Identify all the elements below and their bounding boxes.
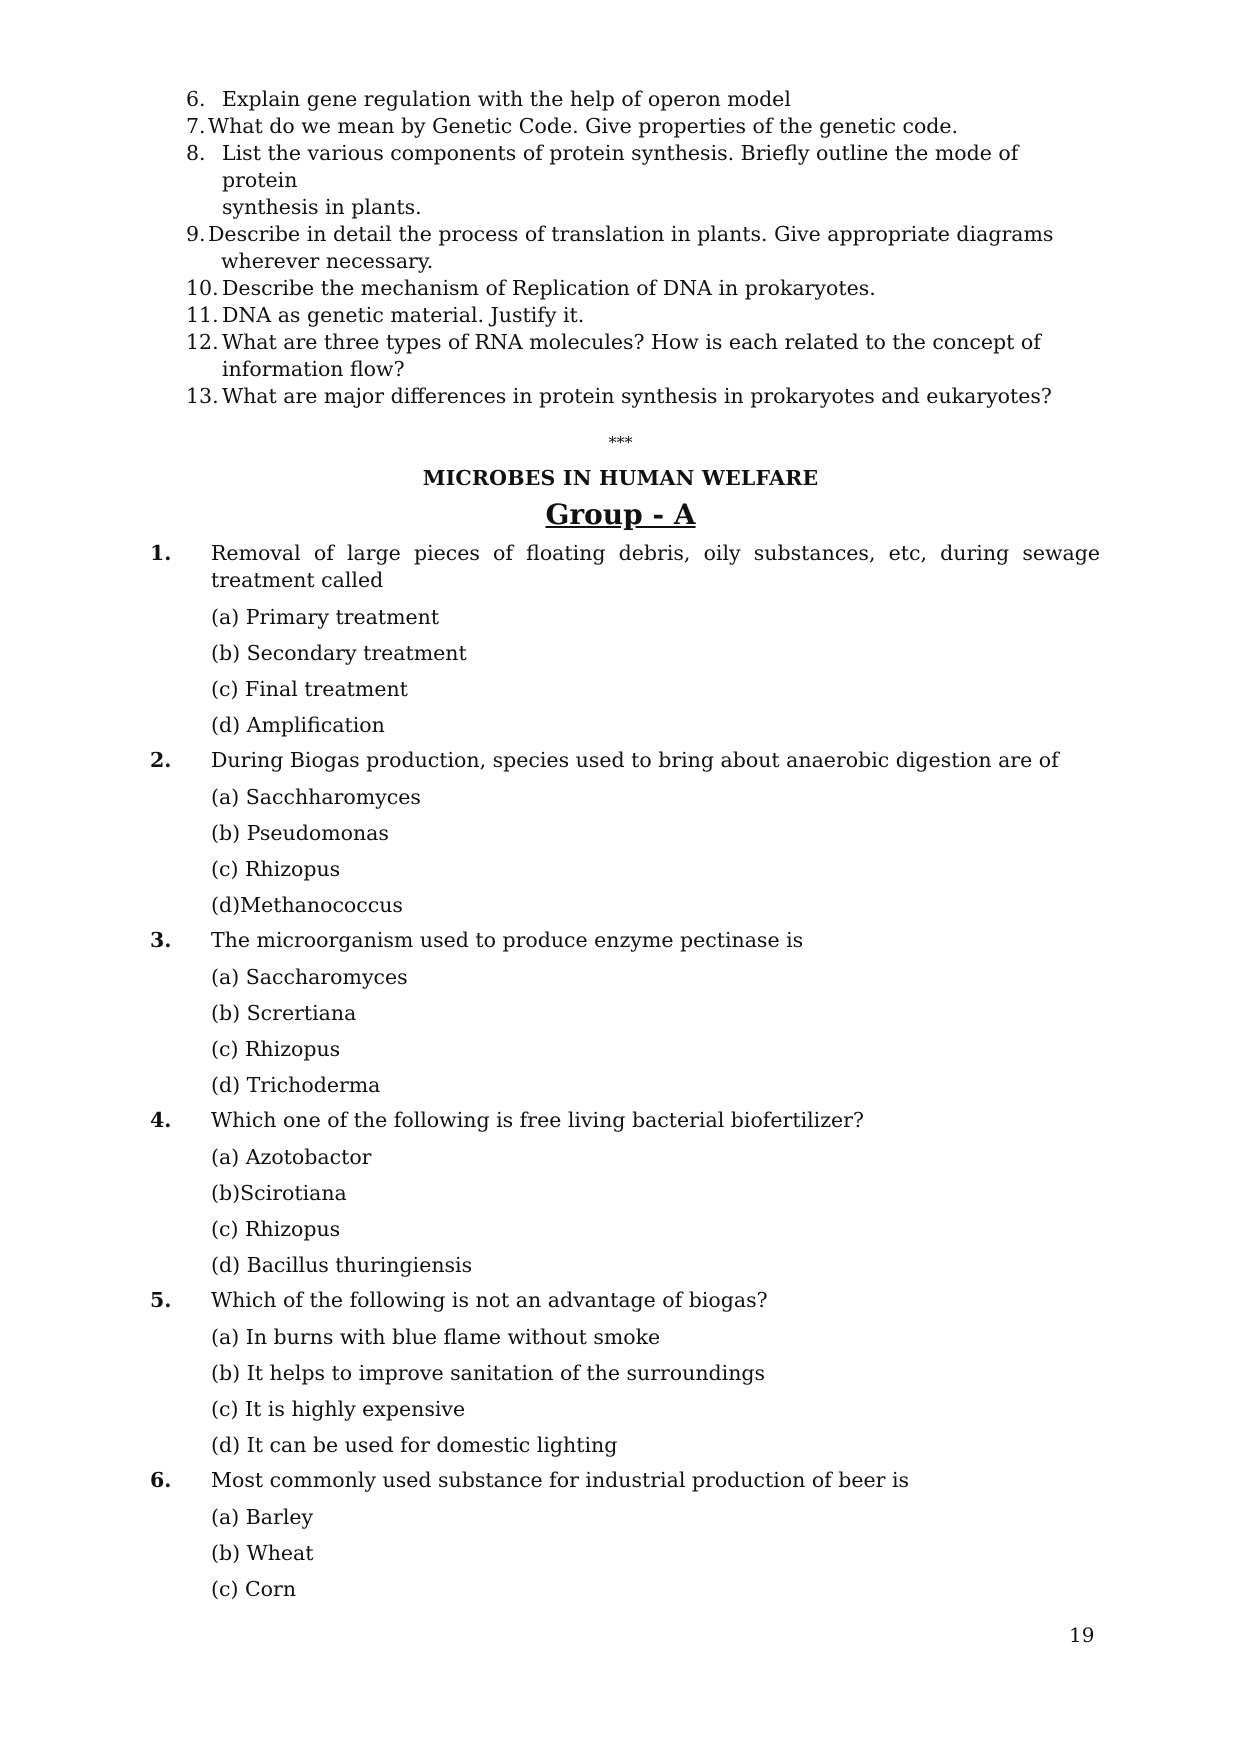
question-text: Which one of the following is free living bacterial biofertilizer? xyxy=(211,1108,864,1132)
option-a: (a) Barley xyxy=(211,1505,314,1529)
question-text: During Biogas production, species used to bring about anaerobic digestion are of xyxy=(211,748,1059,772)
group-title: Group - A xyxy=(545,498,696,531)
option-c: (c) It is highly expensive xyxy=(211,1397,466,1421)
question-number: 13. xyxy=(186,384,219,408)
mcq-item xyxy=(150,1467,1100,1603)
option-a: (a) In burns with blue flame without smoke xyxy=(211,1325,661,1349)
question-text: Describe in detail the process of translation in plants. Give appropriate diagrams xyxy=(208,222,1054,246)
option-b: (b) It helps to improve sanitation of the surroundings xyxy=(211,1361,766,1385)
option-a: (a) Saccharomyces xyxy=(211,965,408,989)
option-c: (c) Final treatment xyxy=(211,677,408,701)
question-number: 1. xyxy=(150,541,172,565)
question-text: Removal of large pieces of floating debris, oily substances, etc, during sewage treatment called xyxy=(211,541,1100,592)
option-c: (c) Rhizopus xyxy=(211,857,341,881)
question-text-continued: synthesis in plants. xyxy=(222,195,422,219)
option-d: (d) Amplification xyxy=(211,713,385,737)
list-item xyxy=(186,302,1086,329)
option-d: (d) Trichoderma xyxy=(211,1073,381,1097)
option-c: (c) Rhizopus xyxy=(211,1037,341,1061)
list-item xyxy=(186,140,1086,221)
option-c: (c) Corn xyxy=(211,1577,297,1601)
mcq-item xyxy=(150,1107,1100,1279)
mcq-item xyxy=(150,1287,1100,1459)
question-number: 2. xyxy=(150,748,172,772)
question-text-continued: wherever necessary. xyxy=(221,249,434,273)
option-c: (c) Rhizopus xyxy=(211,1217,341,1241)
page-number: 19 xyxy=(1069,1623,1095,1647)
question-number: 6. xyxy=(150,1468,172,1492)
question-text: List the various components of protein synthesis. Briefly outline the mode of protein xyxy=(222,141,1019,192)
list-item xyxy=(186,113,1086,140)
mcq-item xyxy=(150,927,1100,1099)
option-d: (d) Bacillus thuringiensis xyxy=(211,1253,473,1277)
question-text: DNA as genetic material. Justify it. xyxy=(222,303,585,327)
question-number: 9. xyxy=(186,222,206,246)
question-text: The microorganism used to produce enzyme pectinase is xyxy=(211,928,804,952)
question-text: Most commonly used substance for industrial production of beer is xyxy=(211,1468,910,1492)
question-number: 10. xyxy=(186,276,219,300)
question-text: Describe the mechanism of Replication of DNA in prokaryotes. xyxy=(222,276,876,300)
list-item xyxy=(186,221,1086,275)
option-b: (b) Pseudomonas xyxy=(211,821,389,845)
option-b: (b)Scirotiana xyxy=(211,1181,347,1205)
option-b: (b) Secondary treatment xyxy=(211,641,467,665)
option-a: (a) Azotobactor xyxy=(211,1145,372,1169)
section-separator: *** xyxy=(608,433,633,452)
question-number: 8. xyxy=(186,141,206,165)
question-text: What are major differences in protein synthesis in prokaryotes and eukaryotes? xyxy=(222,384,1052,408)
previous-questions-list xyxy=(186,86,1086,410)
question-text: What are three types of RNA molecules? How is each related to the concept of xyxy=(222,330,1041,354)
option-d: (d) It can be used for domestic lighting xyxy=(211,1433,618,1457)
question-number: 12. xyxy=(186,330,219,354)
option-a: (a) Primary treatment xyxy=(211,605,440,629)
list-item xyxy=(186,275,1086,302)
question-number: 4. xyxy=(150,1108,172,1132)
question-number: 7. xyxy=(186,114,206,138)
list-item xyxy=(186,383,1086,410)
question-text: What do we mean by Genetic Code. Give properties of the genetic code. xyxy=(208,114,959,138)
section-title: MICROBES IN HUMAN WELFARE xyxy=(422,466,819,490)
question-text-continued: information flow? xyxy=(222,357,405,381)
question-number: 5. xyxy=(150,1288,172,1312)
question-number: 6. xyxy=(186,87,206,111)
question-text: Explain gene regulation with the help of operon model xyxy=(222,87,791,111)
option-d: (d)Methanococcus xyxy=(211,893,403,917)
option-a: (a) Sacchharomyces xyxy=(211,785,421,809)
list-item xyxy=(186,86,1086,113)
question-text: Which of the following is not an advantage of biogas? xyxy=(211,1288,768,1312)
list-item xyxy=(186,329,1086,383)
option-b: (b) Scrertiana xyxy=(211,1001,357,1025)
question-number: 3. xyxy=(150,928,172,952)
mcq-list xyxy=(150,540,1100,1611)
option-b: (b) Wheat xyxy=(211,1541,314,1565)
mcq-item xyxy=(150,540,1100,739)
question-number: 11. xyxy=(186,303,219,327)
mcq-item xyxy=(150,747,1100,919)
